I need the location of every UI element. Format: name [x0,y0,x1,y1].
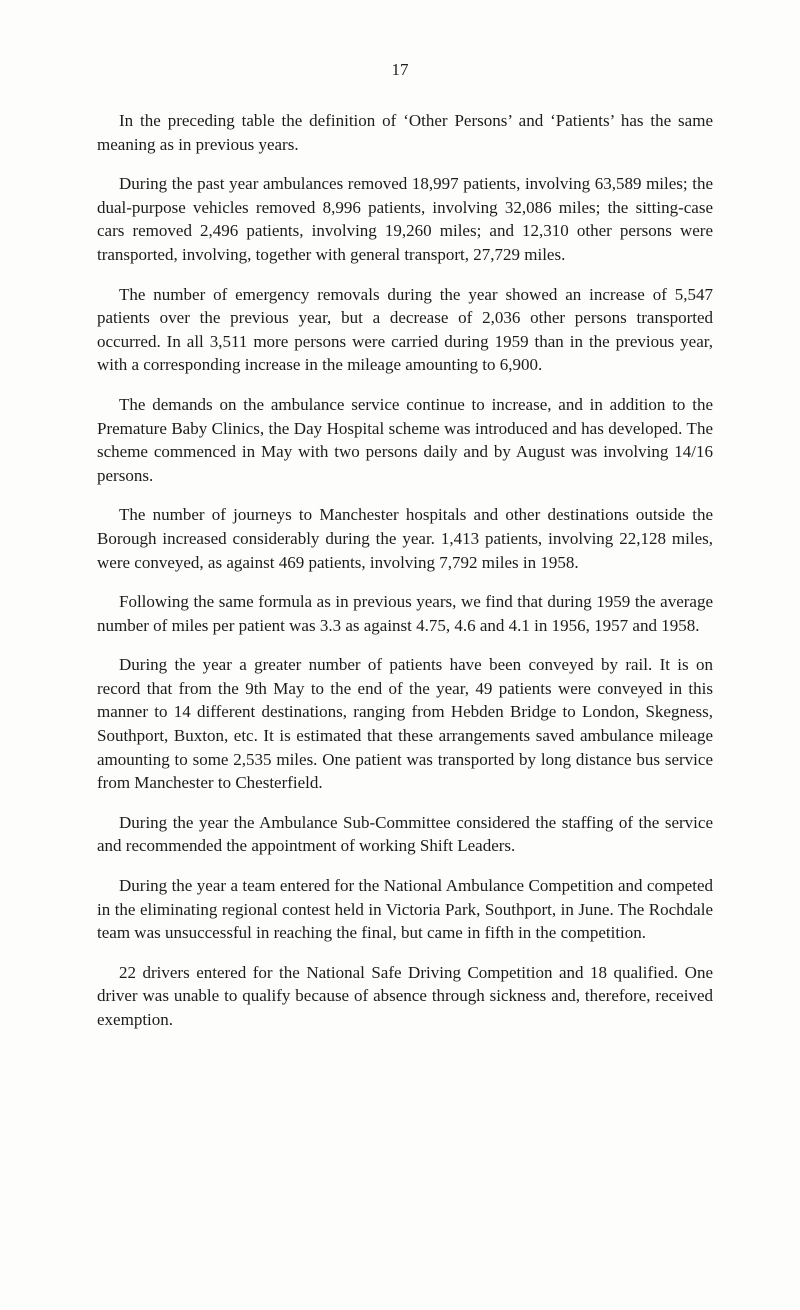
paragraph-ambulance-competition: During the year a team entered for the National Ambulance Competition and competed in the eliminating regional contest held in Victoria Park, Southport, in June. The Rochdale team was unsuccessful in reaching the final, but came in fifth in the competition. [97,876,713,943]
paragraph-manchester-journeys: The number of journeys to Manchester hospitals and other destinations outside the Borough increased considerably during the year. 1,413 patients, involving 22,128 miles, were conveyed, as against 469 patients, involving 7,792 miles in 1958. [97,505,713,572]
paragraph-rail-conveyance: During the year a greater number of patients have been conveyed by rail. It is on record that from the 9th May to the end of the year, 49 patients were conveyed in this manner to 14 different destinations, ranging from Hebden Bridge to London, Skegness, Southport, Buxton, etc. It is estimated that these arrangements saved ambulance mileage amounting to some 2,535 miles. One patient was transported by long distance bus service from Manchester to Chesterfield. [97,655,713,793]
paragraph-vehicle-removals: During the past year ambulances removed 18,997 patients, involving 63,589 miles; the dual-purpose vehicles removed 8,996 patients, involving 32,086 miles; the sitting-case cars removed 2,496 patients, involving 19,260 miles; and 12,310 other persons were transported, involving, together with general transport, 27,729 miles. [97,174,713,264]
paragraph-staffing: During the year the Ambulance Sub-Committee considered the staffing of the service and recommended the appointment of working Shift Leaders. [97,812,713,856]
body-text [97,109,713,1048]
page-number: 17 [391,60,409,79]
paragraph-definitions: In the preceding table the definition of ‘Other Persons’ and ‘Patients’ has the same meaning as in previous years. [97,111,713,154]
paragraph-safe-driving: 22 drivers entered for the National Safe Driving Competition and 18 qualified. One driver was unable to qualify because of absence through sickness and, therefore, received exemption. [97,962,713,1029]
paragraph-miles-per-patient: Following the same formula as in previous years, we find that during 1959 the average number of miles per patient was 3.3 as against 4.75, 4.6 and 4.1 in 1956, 1957 and 1958. [97,592,713,635]
paragraph-emergency-removals: The number of emergency removals during the year showed an increase of 5,547 patients over the previous year, but a decrease of 2,036 other persons transported occurred. In all 3,511 more persons were carried during 1959 than in the previous year, with a corresponding increase in the mileage amounting to 6,900. [97,284,713,375]
paragraph-service-demands: The demands on the ambulance service continue to increase, and in addition to the Premature Baby Clinics, the Day Hospital scheme was introduced and has developed. The scheme commenced in May with two persons daily and by August was involving 14/16 persons. [97,394,713,485]
